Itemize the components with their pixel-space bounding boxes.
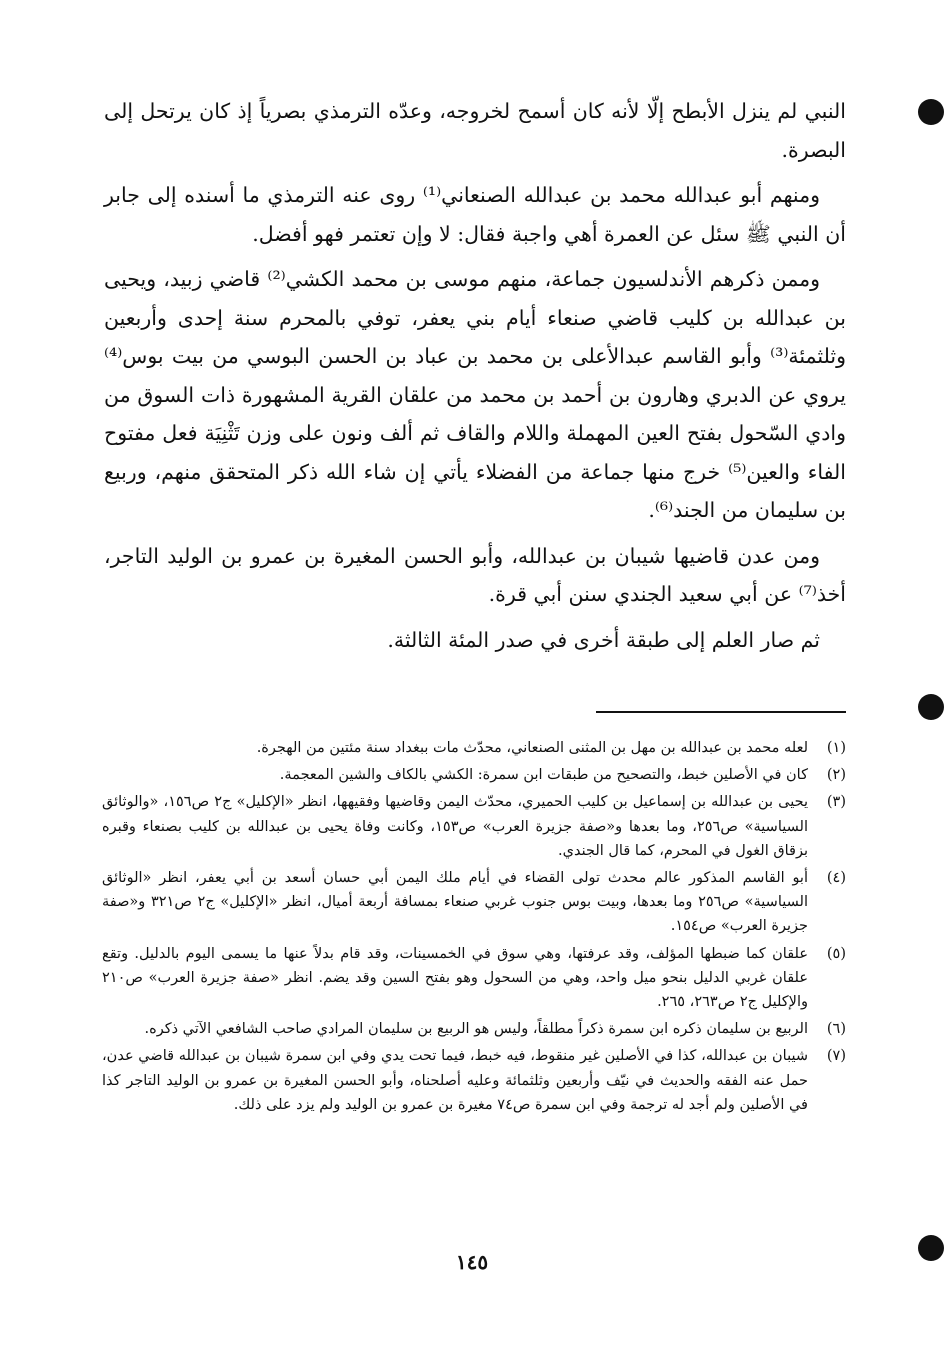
footnote-separator <box>596 711 846 713</box>
footnote-5 <box>102 942 846 1015</box>
footnote-1 <box>102 736 846 760</box>
footnote-number: (٢) <box>826 767 846 784</box>
binding-hole-top <box>918 99 944 125</box>
page-number: ١٤٥ <box>455 1250 489 1274</box>
footnote-text: كان في الأصلين خبط، والتصحيح من طبقات ابن سمرة: الكشي بالكاف والشين المعجمة. <box>279 767 808 784</box>
footnote-2 <box>102 763 846 787</box>
footnote-text: أبو القاسم المذكور عالم محدث تولى القضاء في أيام ملك اليمن أبي حسان أسعد بن أبي يعفر، انظر «الوثائق السياسية» ص٢٥٦ وما بعدها، وبيت بوس جنوب غربي صنعاء بمسافة أربعة أميال، انظر «الإكليل» ج٢ ص٣٢١ و«صفة جزيرة العرب» ص١٥٤. <box>102 870 808 935</box>
footnote-4 <box>102 866 846 939</box>
footnote-3 <box>102 790 846 863</box>
footnote-text: يحيى بن عبدالله بن إسماعيل بن كليب الحميري، محدّث اليمن وقاضيها وفقيهها، انظر «الإكليل» ج٢ ص١٥٦، «والوثائق السياسية» ص٢٥٦، وما بعدها و«صفة جزيرة العرب» ص١٥٣، وكانت وفاة يحيى بن عبدالله بن كليب بصنعاء وقبره بزقاق الغول في المحرم، كما قال الجندي. <box>102 794 809 859</box>
footnote-text: لعله محمد بن عبدالله بن مهل بن المثنى الصنعاني، محدّث مات ببغداد سنة مئتين من الهجرة. <box>256 740 808 756</box>
footnote-number: (١) <box>826 740 846 756</box>
paragraph-5: ثم صار العلم إلى طبقة أخرى في صدر المئة الثالثة. <box>387 627 820 652</box>
footnote-7 <box>102 1044 846 1117</box>
paragraph-1: النبي لم ينزل الأبطح إلّا لأنه كان أسمح لخروجه، وعدّه الترمذي بصرياً إذ كان يرتحل إلى البصرة. <box>104 99 846 162</box>
footnote-number: (٤) <box>826 870 846 887</box>
main-body-text <box>104 92 846 666</box>
paragraph-3: وممن ذكرهم الأندلسيون جماعة، منهم موسى بن محمد الكشي⁽²⁾ قاضي زبيد، ويحيى بن عبدالله بن كليب قاضي صنعاء أيام بني يعفر، توفي بالمحرم سنة إحدى وأربعين وثلثمئة⁽³⁾ وأبو القاسم عبدالأعلى بن محمد بن عباد بن الحسن البوسي من بيت بوس⁽⁴⁾ يروي عن الدبري وهارون بن أحمد بن محمد من علقان القرية المشهورة ذات السوق من وادي السّحول بفتح العين المهملة واللام والقاف ثم ألف ونون على وزن تَثْنِيَة فعل مفتوح الفاء والعين⁽⁵⁾ خرج منها جماعة من الفضلاء يأتي إن شاء الله ذكر المتحقق منهم، وربيع بن سليمان من الجند⁽⁶⁾. <box>104 267 846 522</box>
binding-hole-middle <box>918 694 944 720</box>
paragraph-2: ومنهم أبو عبدالله محمد بن عبدالله الصنعاني⁽¹⁾ روى عنه الترمذي ما أسنده إلى جابر أن النبي ﷺ سئل عن العمرة أهي واجبة فقال: لا وإن تعتمر فهو أفضل. <box>104 183 846 246</box>
paragraph-4: ومن عدن قاضيها شيبان بن عبدالله، وأبو الحسن المغيرة بن عمرو بن الوليد التاجر، أخذ⁽⁷⁾ عن أبي سعيد الجندي سنن أبي قرة. <box>104 543 846 606</box>
footnote-text: شيبان بن عبدالله، كذا في الأصلين غير منقوط، فيه خبط، فيما تحت يدي وفي ابن سمرة شيبان بن عبدالله قاضي عدن، حمل عنه الفقه والحديث في نيّف وأربعين وثلثمائة وعليه أصلحناه، وأبو الحسن المغيرة بن عمرو بن الوليد التاجر كذا في الأصلين ولم أجد له ترجمة وفي ابن سمرة ص٧٤ مغيرة بن عمرو بن الوليد ولم يزد على ذلك. <box>102 1048 808 1113</box>
footnote-text: الربيع بن سليمان ذكره ابن سمرة ذكراً مطلقاً، وليس هو الربيع بن سليمان المرادي صاحب الشافعي الآتي ذكره. <box>144 1021 808 1038</box>
footnote-number: (٥) <box>826 945 846 962</box>
footnote-number: (٧) <box>826 1048 846 1065</box>
footnote-text: علقان كما ضبطها المؤلف، وقد عرفتها، وهي سوق في الخمسينات، وقد قام بدلاً عنها ما يسمى اليوم بالدليل. وتقع علقان غربي الدليل بنحو ميل واحد، وهي من السحول وهو بفتح السين وقد يضم. انظر «صفة جزيرة العرب» ص٢١٠ والإكليل ج٢ ص٢٦٣، ٢٦٥. <box>102 945 808 1011</box>
footnote-6 <box>102 1017 846 1041</box>
footnote-number: (٦) <box>826 1021 846 1038</box>
footnotes <box>102 736 846 1120</box>
footnote-number: (٣) <box>826 794 846 811</box>
